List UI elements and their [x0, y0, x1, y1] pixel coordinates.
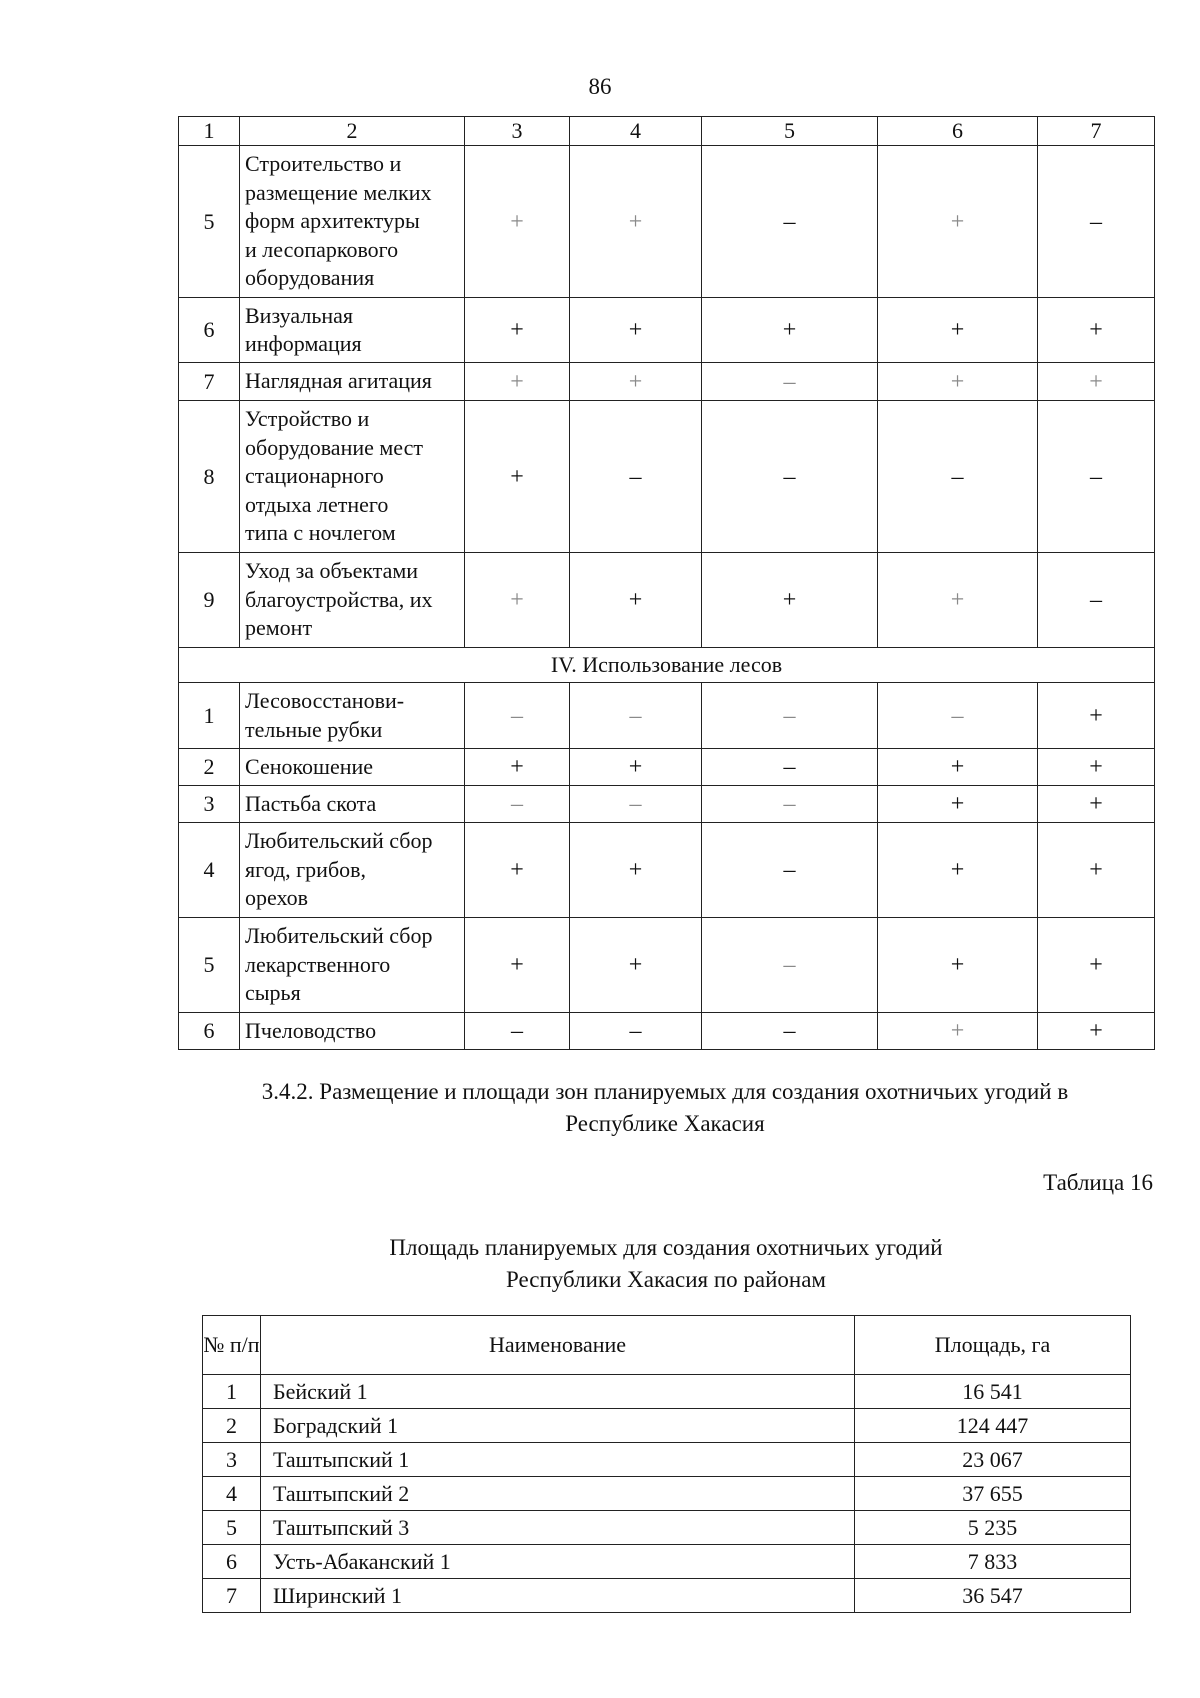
- table-row: [203, 1477, 1131, 1511]
- header-cell: 7: [1038, 117, 1155, 146]
- mark-cell: +: [570, 823, 702, 918]
- row-number-cell: 1: [179, 683, 240, 749]
- row-name-line: и лесопаркового: [245, 236, 399, 262]
- row-name-line: Строительство и: [245, 151, 402, 177]
- table-row: [203, 1579, 1131, 1613]
- mark-cell: +: [878, 363, 1038, 401]
- row-name-line: благоустройства, их: [245, 586, 433, 612]
- row-number-cell: 9: [179, 553, 240, 648]
- mark-cell: +: [1038, 1013, 1155, 1050]
- mark-cell: +: [878, 553, 1038, 648]
- area-cell: 23 067: [855, 1443, 1131, 1477]
- mark-cell: +: [465, 298, 570, 363]
- table-title-line: Республики Хакасия по районам: [506, 1267, 826, 1292]
- mark-cell: +: [465, 401, 570, 553]
- row-name-cell: [240, 401, 465, 553]
- area-cell: 37 655: [855, 1477, 1131, 1511]
- row-name-cell: [240, 786, 465, 823]
- area-cell: 16 541: [855, 1375, 1131, 1409]
- table-row: [203, 1511, 1131, 1545]
- header-cell: 6: [878, 117, 1038, 146]
- row-name-line: сырья: [245, 980, 301, 1006]
- mark-cell: –: [702, 786, 878, 823]
- section-heading: [175, 1076, 1155, 1140]
- table-header-row: [179, 117, 1155, 146]
- table-row: [179, 401, 1155, 553]
- mark-cell: +: [1038, 918, 1155, 1013]
- row-name-line: ремонт: [245, 615, 313, 641]
- row-number-cell: 7: [179, 363, 240, 401]
- header-cell: 5: [702, 117, 878, 146]
- row-number-cell: 6: [179, 1013, 240, 1050]
- header-num-cell: № п/п: [203, 1316, 261, 1375]
- table-label: Таблица 16: [1043, 1170, 1153, 1195]
- row-name-line: Уход за объектами: [245, 558, 419, 584]
- table-row: [179, 363, 1155, 401]
- name-cell: Бейский 1: [261, 1375, 855, 1409]
- table-row: [203, 1545, 1131, 1579]
- mark-cell: +: [570, 918, 702, 1013]
- section-heading-line: 3.4.2. Размещение и площади зон планируемых для создания охотничьих угодий в: [261, 1079, 1069, 1104]
- table-row: [203, 1443, 1131, 1477]
- mark-cell: –: [570, 1013, 702, 1050]
- table-row: [203, 1409, 1131, 1443]
- row-number-cell: 3: [179, 786, 240, 823]
- row-number-cell: 2: [179, 749, 240, 786]
- table-row: [179, 786, 1155, 823]
- row-name-line: Визуальная: [245, 302, 354, 328]
- header-cell: 3: [465, 117, 570, 146]
- num-cell: 2: [203, 1409, 261, 1443]
- num-cell: 1: [203, 1375, 261, 1409]
- name-cell: Таштыпский 2: [261, 1477, 855, 1511]
- mark-cell: –: [1038, 553, 1155, 648]
- mark-cell: +: [570, 298, 702, 363]
- row-name-line: стационарного: [245, 463, 384, 489]
- mark-cell: +: [465, 918, 570, 1013]
- num-cell: 6: [203, 1545, 261, 1579]
- mark-cell: –: [570, 401, 702, 553]
- area-cell: 5 235: [855, 1511, 1131, 1545]
- row-number-cell: 5: [179, 918, 240, 1013]
- mark-cell: +: [465, 823, 570, 918]
- mark-cell: +: [1038, 683, 1155, 749]
- table-row: [179, 749, 1155, 786]
- page-number: 86: [588, 74, 612, 99]
- mark-cell: +: [702, 298, 878, 363]
- mark-cell: –: [570, 786, 702, 823]
- row-name-cell: [240, 749, 465, 786]
- mark-cell: –: [702, 363, 878, 401]
- table-row: [179, 683, 1155, 749]
- mark-cell: +: [878, 749, 1038, 786]
- row-name-cell: [240, 363, 465, 401]
- mark-cell: –: [702, 1013, 878, 1050]
- row-number-cell: 8: [179, 401, 240, 553]
- mark-cell: +: [570, 146, 702, 298]
- mark-cell: +: [878, 298, 1038, 363]
- mark-cell: +: [1038, 749, 1155, 786]
- section-title-cell: IV. Использование лесов: [179, 648, 1155, 683]
- mark-cell: –: [702, 749, 878, 786]
- mark-cell: –: [878, 683, 1038, 749]
- mark-cell: +: [570, 553, 702, 648]
- row-name-cell: [240, 553, 465, 648]
- num-cell: 3: [203, 1443, 261, 1477]
- row-name-cell: [240, 1013, 465, 1050]
- mark-cell: +: [878, 1013, 1038, 1050]
- mark-cell: +: [878, 823, 1038, 918]
- name-cell: Таштыпский 3: [261, 1511, 855, 1545]
- row-number-cell: 4: [179, 823, 240, 918]
- name-cell: Таштыпский 1: [261, 1443, 855, 1477]
- mark-cell: –: [702, 683, 878, 749]
- header-cell: 2: [240, 117, 465, 146]
- mark-cell: –: [570, 683, 702, 749]
- table-header-row: [203, 1316, 1131, 1375]
- row-number-cell: 6: [179, 298, 240, 363]
- table-title: [202, 1232, 1130, 1296]
- row-name-line: ягод, грибов,: [245, 856, 367, 882]
- row-name-cell: [240, 823, 465, 918]
- row-name-line: лекарственного: [245, 951, 391, 977]
- row-name-line: информация: [245, 331, 362, 356]
- mark-cell: +: [878, 786, 1038, 823]
- mark-cell: +: [1038, 298, 1155, 363]
- mark-cell: –: [1038, 146, 1155, 298]
- row-name-line: оборудования: [245, 265, 375, 291]
- table-row: [179, 823, 1155, 918]
- row-name-line: типа с ночлегом: [245, 520, 396, 546]
- hunting-areas-table: [202, 1315, 1131, 1613]
- mark-cell: –: [1038, 401, 1155, 553]
- mark-cell: +: [702, 553, 878, 648]
- row-name-cell: [240, 146, 465, 298]
- mark-cell: –: [702, 401, 878, 553]
- row-name-line: Лесовосстанови-: [245, 688, 405, 713]
- row-name-line: Пастьба скота: [245, 790, 377, 816]
- row-name-line: Наглядная агитация: [245, 368, 432, 394]
- header-name-cell: Наименование: [261, 1316, 855, 1375]
- mark-cell: +: [465, 363, 570, 401]
- mark-cell: –: [878, 401, 1038, 553]
- name-cell: Усть-Абаканский 1: [261, 1545, 855, 1579]
- row-name-line: отдыха летнего: [245, 491, 389, 517]
- row-name-line: Любительский сбор: [245, 828, 433, 854]
- mark-cell: –: [465, 786, 570, 823]
- num-cell: 5: [203, 1511, 261, 1545]
- table-row: [179, 146, 1155, 298]
- mark-cell: +: [1038, 363, 1155, 401]
- row-name-line: Сенокошение: [245, 753, 374, 779]
- row-name-line: размещение мелких: [245, 179, 432, 205]
- table-title-line: Площадь планируемых для создания охотничьих угодий: [389, 1235, 943, 1260]
- header-area-cell: Площадь, га: [855, 1316, 1131, 1375]
- section-row: [179, 648, 1155, 683]
- mark-cell: +: [465, 553, 570, 648]
- mark-cell: +: [570, 749, 702, 786]
- header-cell: 4: [570, 117, 702, 146]
- section-heading-line: Республике Хакасия: [565, 1111, 765, 1136]
- num-cell: 4: [203, 1477, 261, 1511]
- table-row: [179, 918, 1155, 1013]
- area-cell: 36 547: [855, 1579, 1131, 1613]
- num-cell: 7: [203, 1579, 261, 1613]
- table-row: [179, 553, 1155, 648]
- header-cell: 1: [179, 117, 240, 146]
- row-name-line: форм архитектуры: [245, 208, 420, 234]
- name-cell: Боградский 1: [261, 1409, 855, 1443]
- mark-cell: +: [1038, 786, 1155, 823]
- row-name-line: Пчеловодство: [245, 1017, 377, 1043]
- row-name-cell: [240, 298, 465, 363]
- mark-cell: –: [465, 1013, 570, 1050]
- row-number-cell: 5: [179, 146, 240, 298]
- table-row: [203, 1375, 1131, 1409]
- forest-use-table: [178, 116, 1155, 1050]
- mark-cell: +: [570, 363, 702, 401]
- mark-cell: –: [702, 918, 878, 1013]
- row-name-line: Устройство и: [245, 406, 370, 432]
- row-name-cell: [240, 918, 465, 1013]
- name-cell: Ширинский 1: [261, 1579, 855, 1613]
- area-cell: 7 833: [855, 1545, 1131, 1579]
- mark-cell: +: [465, 749, 570, 786]
- mark-cell: +: [465, 146, 570, 298]
- mark-cell: –: [702, 823, 878, 918]
- mark-cell: +: [878, 918, 1038, 1013]
- row-name-cell: [240, 683, 465, 749]
- area-cell: 124 447: [855, 1409, 1131, 1443]
- row-name-line: Любительский сбор: [245, 923, 433, 949]
- mark-cell: +: [1038, 823, 1155, 918]
- table-row: [179, 298, 1155, 363]
- table-row: [179, 1013, 1155, 1050]
- mark-cell: –: [702, 146, 878, 298]
- row-name-line: тельные рубки: [245, 716, 383, 742]
- mark-cell: +: [878, 146, 1038, 298]
- row-name-line: оборудование мест: [245, 434, 423, 460]
- mark-cell: –: [465, 683, 570, 749]
- row-name-line: орехов: [245, 885, 309, 911]
